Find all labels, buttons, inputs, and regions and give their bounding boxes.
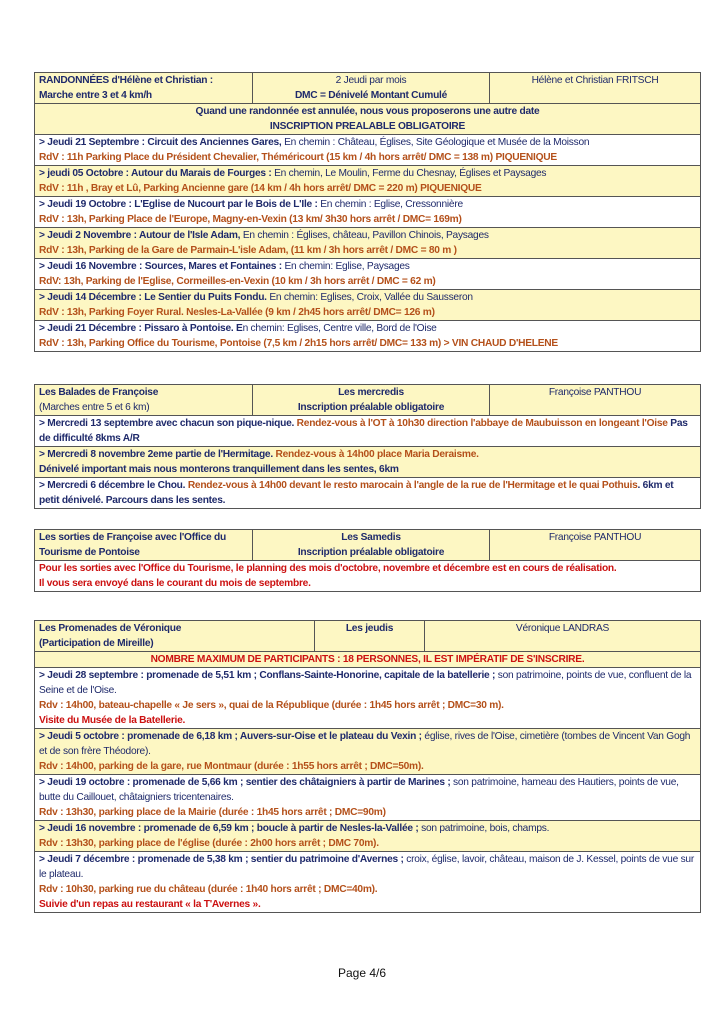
balade-row [35,416,701,447]
outing-cell [35,321,701,352]
outing-cell [35,259,701,290]
promenades-leader-cell [425,621,701,652]
sorties-leader-cell [490,530,701,561]
outing-rdv: RdV : 13h, Parking Office du Tourisme, Pontoise (7,5 km / 2h15 hors arrêt/ DMC= 133 m) > VIN CHAUD D'HELENE [39,338,558,349]
balade-rdv: Rendez-vous à l'OT à 10h30 direction l'abbaye de Maubuisson en longeant l'Oise [296,418,668,429]
page-number: Page 4/6 [337,966,387,980]
outing-path: En chemin, Le Moulin, Ferme du Chesnay, Églises et Paysages [271,168,547,179]
outing-rdv: RdV : 13h, Parking Foyer Rural. Nesles-La-Vallée (9 km / 2h45 hors arrêt/ DMC= 126 m) [39,307,435,318]
outing-title: > Jeudi 21 Septembre : Circuit des Anciennes Gares, [39,137,282,148]
sorties-day: Les Samedis [341,532,401,543]
promenade-cell [35,775,701,821]
balade-title: > Mercredi 13 septembre avec chacun son pique-nique. [39,418,297,429]
promenade-cell [35,668,701,729]
balade-cell [35,478,701,509]
outing-path: En chemin: Eglises, Croix, Vallée du Sausseron [266,292,473,303]
outing-title: > Jeudi 21 Décembre : Pissaro à Pontoise. E [39,323,243,334]
balade-cell [35,416,701,447]
outing-row [35,290,701,321]
outing-path: En chemin : Château, Églises, Site Géologique et Musée de la Moisson [281,137,590,148]
helene-title: RANDONNÉES d'Hélène et Christian : [39,75,213,86]
promenades-participation: (Participation de Mireille) [39,638,154,649]
max-participants-warning: NOMBRE MAXIMUM DE PARTICIPANTS : 18 PERSONNES, IL EST IMPÉRATIF DE S'INSCRIRE. [150,654,585,665]
balades-leader-cell [490,385,701,416]
balade-cell [35,447,701,478]
outing-cell [35,228,701,259]
balade-title: > Mercredi 6 décembre le Chou. [39,480,188,491]
outing-cell [35,197,701,228]
outing-rdv: RdV : 13h, Parking Place de l'Europe, Magny-en-Vexin (13 km/ 3h30 hors arrêt / DMC= 169m) [39,214,462,225]
promenade-rdv: Rdv : 10h30, parking rue du château (durée : 1h40 hors arrêt ; DMC=40m). [39,884,378,895]
helene-christian-table [34,72,701,352]
promenade-title: > Jeudi 28 septembre : promenade de 5,51 km ; Conflans-Sainte-Honorine, capitale de la batellerie ; [39,670,496,681]
balade-note: . 6km et petit dénivelé. Parcours dans les sentes. [39,480,674,506]
balade-row [35,478,701,509]
helene-frequency: 2 Jeudi par mois [335,75,407,86]
sorties-title: Les sorties de Françoise avec l'Office du [39,532,226,543]
balades-day-cell [253,385,490,416]
outing-row [35,135,701,166]
balades-distance: (Marches entre 5 et 6 km) [39,402,150,413]
helene-dmc-legend: DMC = Dénivelé Montant Cumulé [294,90,448,101]
outing-path: n chemin: Eglises, Centre ville, Bord de l'Oise [242,323,437,334]
balades-table [34,384,701,509]
outing-rdv: RdV: 13h, Parking de l'Eglise, Cormeilles-en-Vexin (10 km / 3h hors arrêt / DMC = 62 m) [39,276,436,287]
outing-title: > Jeudi 2 Novembre : Autour de l'Isle Adam, [39,230,241,241]
promenade-desc: église, rives de l'Oise, cimetière (tombes de Vincent Van Gogh et de son frère Théodore). [39,731,691,757]
outing-path: En chemin: Eglise, Paysages [281,261,410,272]
promenade-cell [35,729,701,775]
helene-header-row [35,73,701,104]
promenade-row [35,775,701,821]
outing-cell [35,135,701,166]
outing-path: En chemin : Églises, château, Pavillon Chinois, Paysages [240,230,489,241]
outing-title: > Jeudi 14 Décembre : Le Sentier du Puits Fondu. [39,292,267,303]
helene-leaders: Hélène et Christian FRITSCH [531,75,659,86]
balade-note: Pas de difficulté 8kms A/R [39,418,688,444]
helene-notice-cell [35,104,701,135]
promenade-desc: son patrimoine, hameau des Hautiers, points de vue, butte du Caillouet, châtaigniers tricentenaires. [39,777,679,803]
promenade-extra: Suivie d'un repas au restaurant « la T'Avernes ». [39,899,261,910]
sorties-title-cont: Tourisme de Pontoise [39,547,140,558]
promenades-title: Les Promenades de Véronique [39,623,182,634]
promenade-cell [35,852,701,913]
promenades-header-row [35,621,701,652]
sorties-message-row [35,561,701,592]
outing-row [35,259,701,290]
helene-pace: Marche entre 3 et 4 km/h [39,90,152,101]
promenade-row [35,852,701,913]
helene-notice-row [35,104,701,135]
balades-title: Les Balades de Françoise [39,387,159,398]
outing-row [35,166,701,197]
promenade-desc: son patrimoine, bois, champs. [418,823,550,834]
promenades-title-cell [35,621,315,652]
promenade-row [35,821,701,852]
promenade-title: > Jeudi 7 décembre : promenade de 5,38 km ; sentier du patrimoine d'Avernes ; [39,854,404,865]
sorties-inscription: Inscription préalable obligatoire [297,547,445,558]
outing-row [35,321,701,352]
balade-row [35,447,701,478]
outing-title: > Jeudi 16 Novembre : Sources, Mares et Fontaines : [39,261,282,272]
promenades-day: Les jeudis [345,623,394,634]
promenades-warning-row [35,652,701,668]
sorties-header-row [35,530,701,561]
balades-leader: Françoise PANTHOU [548,387,642,398]
balades-day: Les mercredis [338,387,404,398]
promenade-title: > Jeudi 16 novembre : promenade de 6,59 km ; boucle à partir de Nesles-la-Vallée ; [39,823,419,834]
outing-title: > jeudi 05 Octobre : Autour du Marais de Fourges : [39,168,272,179]
balade-note: Dénivelé important mais nous monterons tranquillement dans les sentes, 6km [39,464,399,475]
promenade-rdv: Rdv : 13h30, parking place de la Mairie (durée : 1h45 hors arrêt ; DMC=90m) [39,807,386,818]
helene-frequency-cell [253,73,490,104]
balade-rdv: Rendez-vous à 14h00 place Maria Deraisme. [275,449,479,460]
promenade-rdv: Rdv : 13h30, parking place de l'église (durée : 2h00 hors arrêt ; DMC 70m). [39,838,379,849]
outing-rdv: RdV : 11h , Bray et Lû, Parking Ancienne gare (14 km / 4h hors arrêt/ DMC = 220 m) PIQUENIQUE [39,183,482,194]
balades-title-cell [35,385,253,416]
outing-cell [35,166,701,197]
promenade-row [35,729,701,775]
sorties-message-cell [35,561,701,592]
sorties-planning-message: Pour les sorties avec l'Office du Tourisme, le planning des mois d'octobre, novembre et décembre est en cours de réalisation. [39,563,617,574]
outing-title: > Jeudi 19 Octobre : L'Eglise de Nucourt par le Bois de L'Ile : [39,199,318,210]
balade-rdv: Rendez-vous à 14h00 devant le resto marocain à l'angle de la rue de l'Hermitage et le quai Pothuis [187,480,638,491]
promenade-rdv: Rdv : 14h00, parking de la gare, rue Montmaur (durée : 1h55 hors arrêt ; DMC=50m). [39,761,424,772]
promenade-title: > Jeudi 5 octobre : promenade de 6,18 km ; Auvers-sur-Oise et le plateau du Vexin ; [39,731,422,742]
sorties-day-cell [253,530,490,561]
helene-title-cell [35,73,253,104]
outing-rdv: RdV : 13h, Parking de la Gare de Parmain-L'isle Adam, (11 km / 3h hors arrêt / DMC = 80 m ) [39,245,457,256]
promenade-row [35,668,701,729]
outing-row [35,228,701,259]
promenade-extra: Visite du Musée de la Batellerie. [39,715,186,726]
outing-rdv: RdV : 11h Parking Place du Président Chevalier, Théméricourt (15 km / 4h hors arrêt/ DMC = 138 m) PIQUENIQUE [39,152,557,163]
helene-leaders-cell [490,73,701,104]
promenades-warning-cell [35,652,701,668]
promenades-table [34,620,701,913]
balades-header-row [35,385,701,416]
promenades-leader: Véronique LANDRAS [515,623,610,634]
balade-title: > Mercredi 8 novembre 2eme partie de l'Hermitage. [39,449,276,460]
helene-cancel-notice: Quand une randonnée est annulée, nous vous proposerons une autre date [195,106,540,117]
promenades-day-cell [315,621,425,652]
sorties-send-message: Il vous sera envoyé dans le courant du mois de septembre. [39,578,311,589]
promenade-title: > Jeudi 19 octobre : promenade de 5,66 km ; sentier des châtaigniers à partir de Marines ; [39,777,451,788]
helene-inscription-notice: INSCRIPTION PREALABLE OBLIGATOIRE [269,121,466,132]
outing-row [35,197,701,228]
balades-inscription: Inscription préalable obligatoire [297,402,445,413]
outing-path: En chemin : Eglise, Cressonnière [317,199,463,210]
sorties-leader: Françoise PANTHOU [548,532,642,543]
outing-cell [35,290,701,321]
sorties-table [34,529,701,592]
promenade-desc: croix, église, lavoir, château, maison de J. Kessel, points de vue sur le plateau. [39,854,694,880]
sorties-title-cell [35,530,253,561]
promenade-rdv: Rdv : 14h00, bateau-chapelle « Je sers », quai de la République (durée : 1h45 hors arrêt ; DMC=30 m). [39,700,504,711]
promenade-desc: son patrimoine, points de vue, confluent de la Seine et de l'Oise. [39,670,692,696]
promenade-cell [35,821,701,852]
